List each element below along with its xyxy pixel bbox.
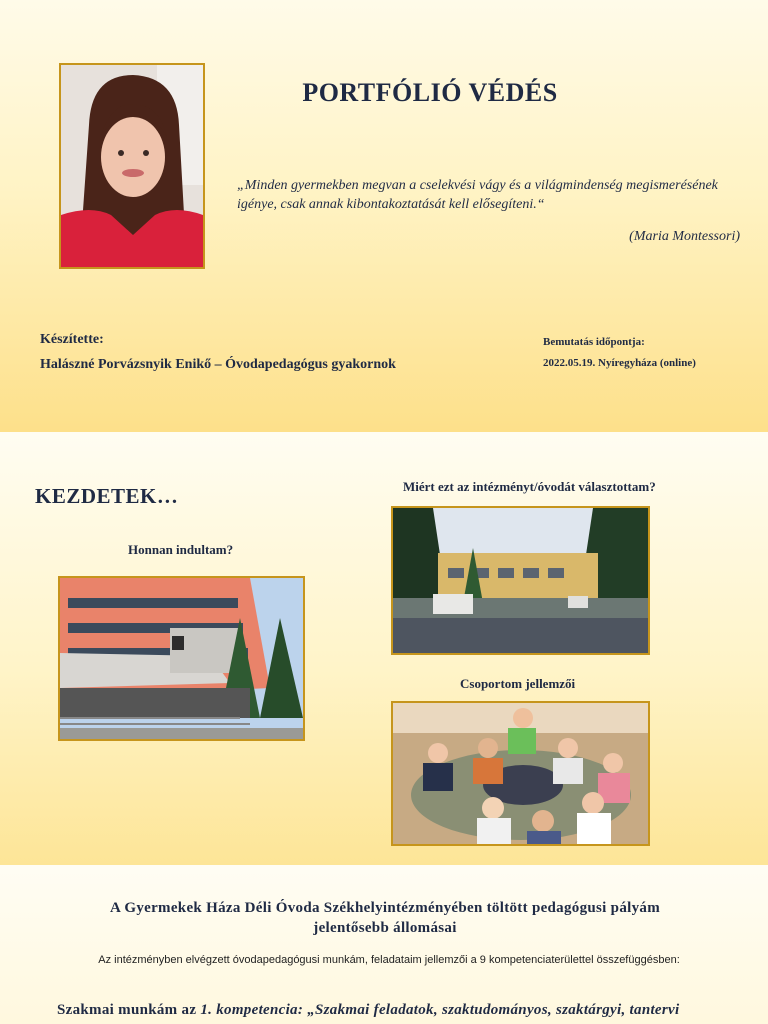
competence-prefix: Szakmai munkám az — [57, 1002, 201, 1018]
beginnings-slide — [0, 432, 768, 865]
question-start-heading: Honnan indultam? — [128, 542, 234, 557]
kindergarten-building-photo — [391, 506, 650, 655]
slide-title: KEZDETEK… — [35, 484, 179, 508]
montessori-quote: „Minden gyermekben megvan a cselekvési vágy és a világmindenség megismerésének igénye, csak annak kibontakoztatását kell elősegíteni.“ — [237, 178, 718, 212]
question-group-heading: Csoportom jellemzői — [460, 676, 576, 691]
slide-title: PORTFÓLIÓ VÉDÉS — [302, 78, 558, 107]
presentation-date-value: 2022.05.19. Nyíregyháza (online) — [543, 357, 696, 369]
question-why-heading: Miért ezt az intézményt/óvodát választottam? — [403, 479, 656, 494]
slide-title: A Gyermekek Háza Déli Óvoda Székhelyintézményében töltött pedagógusi pályám jelentősebb állomásai — [110, 900, 660, 936]
presentation-date-label: Bemutatás időpontja: — [543, 336, 645, 348]
slide-subtitle: Az intézményben elvégzett óvodapedagógusi munkám, feladataim jellemzői a 9 kompetenciaterülettel összefüggésben: — [98, 954, 680, 966]
quote-author: (Maria Montessori) — [629, 229, 740, 244]
career-stations-slide — [0, 865, 768, 1024]
children-group-photo — [391, 701, 650, 846]
made-by-name: Halászné Porvázsnyik Enikő – Óvodapedagógus gyakornok — [40, 357, 396, 372]
competence-text: 1. kompetencia: „Szakmai feladatok, szaktudományos, szaktárgyi, tantervi — [200, 1002, 680, 1018]
made-by-label: Készítette: — [40, 332, 104, 347]
author-portrait-photo — [59, 63, 205, 269]
competence-line — [57, 1002, 679, 1019]
title-slide — [0, 0, 768, 432]
university-building-photo — [58, 576, 305, 741]
